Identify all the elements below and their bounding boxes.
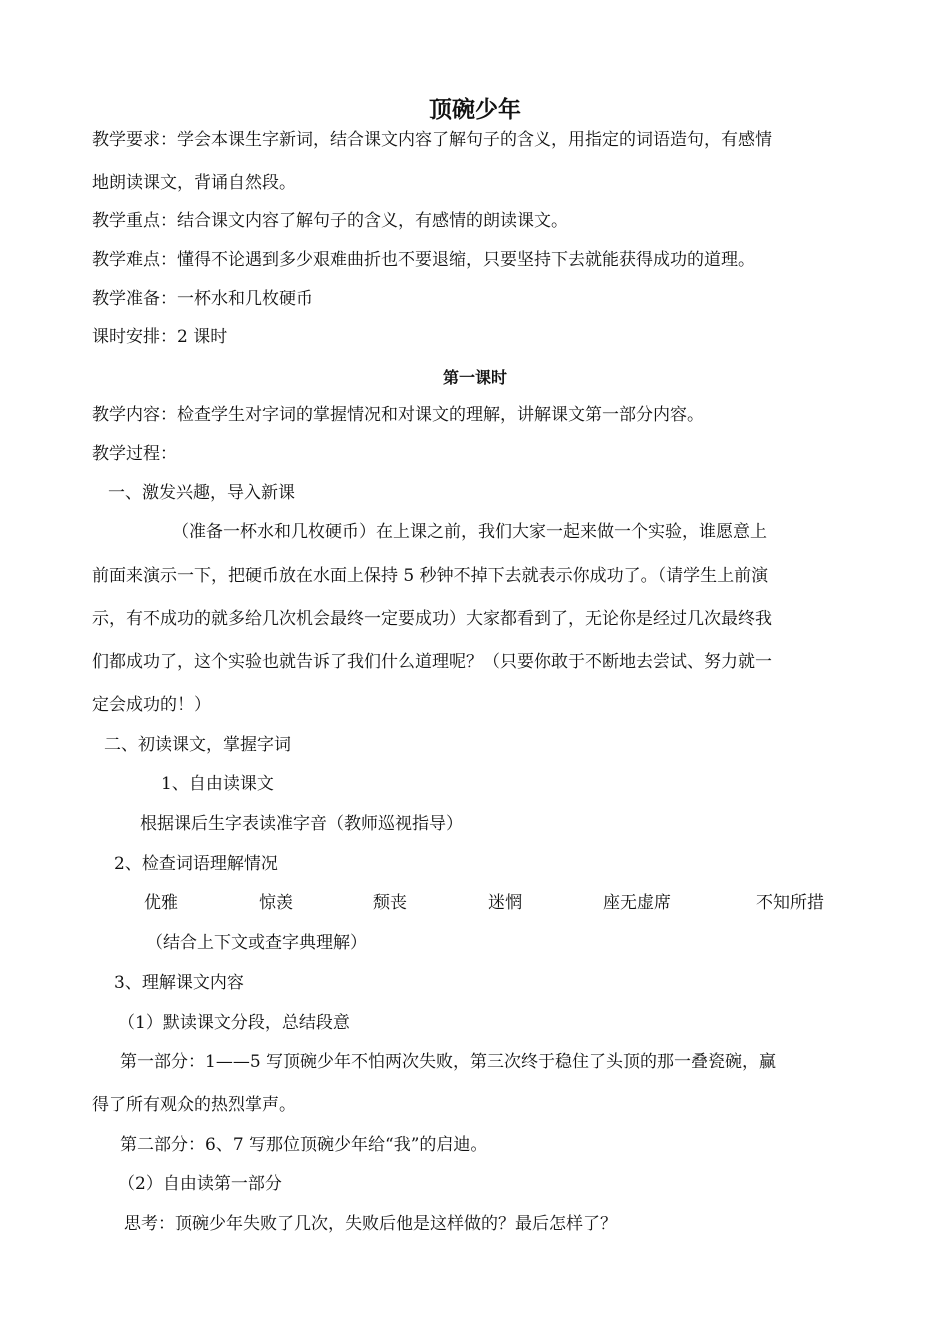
step-1-para-line-1: （准备一杯水和几枚硬币）在上课之前，我们大家一起来做一个实验，谁愿意上 [172,522,767,542]
vocab-note: （结合上下文或查字典理解） [146,933,367,953]
vocab-word: 迷惘 [488,893,522,913]
step-2-heading: 二、初读课文，掌握字词 [104,735,291,755]
key-point: 教学重点：结合课文内容了解句子的含义，有感情的朗读课文。 [92,211,568,231]
requirement-line-1: 教学要求：学会本课生字新词，结合课文内容了解句子的含义，用指定的词语造句，有感情 [92,130,772,150]
step-2-3: 3、理解课文内容 [114,973,244,993]
difficulty: 教学难点：懂得不论遇到多少艰难曲折也不要退缩，只要坚持下去就能获得成功的道理。 [92,250,755,270]
part-2: 第二部分：6、7 写那位顶碗少年给“我”的启迪。 [120,1135,488,1155]
vocab-word: 优雅 [144,893,178,913]
step-2-2: 2、检查词语理解情况 [114,854,278,874]
vocab-word: 惊羡 [259,893,293,913]
step-1-para-line-3: 示，有不成功的就多给几次机会最终一定要成功）大家都看到了，无论你是经过几次最终我 [92,609,772,629]
part-1-line-2: 得了所有观众的热烈掌声。 [92,1095,296,1115]
vocab-word: 颓丧 [373,893,407,913]
preparation: 教学准备：一杯水和几枚硬币 [92,289,313,309]
think-question: 思考：顶碗少年失败了几次，失败后他是这样做的？最后怎样了？ [124,1214,617,1234]
document-title: 顶碗少年 [429,97,521,123]
sub-item-1: （1）默读课文分段，总结段意 [118,1013,350,1033]
step-2-1: 1、自由读课文 [161,774,274,794]
step-1-para-line-5: 定会成功的！） [92,695,211,715]
part-1-line-1: 第一部分：1——5 写顶碗少年不怕两次失败，第三次终于稳住了头顶的那一叠瓷碗，赢 [120,1052,777,1072]
step-2-1-note: 根据课后生字表读准字音（教师巡视指导） [140,814,463,834]
step-1-para-line-2: 前面来演示一下，把硬币放在水面上保持 5 秒钟不掉下去就表示你成功了。（请学生上前演 [92,566,769,586]
lesson-heading: 第一课时 [442,368,507,387]
schedule: 课时安排：2 课时 [92,327,228,347]
step-1-para-line-4: 们都成功了，这个实验也就告诉了我们什么道理呢？（只要你敢于不断地去尝试、努力就一 [92,652,772,672]
vocab-word: 座无虚席 [603,893,671,913]
lesson-content: 教学内容：检查学生对字词的掌握情况和对课文的理解，讲解课文第一部分内容。 [92,405,704,425]
step-1-heading: 一、激发兴趣，导入新课 [108,483,295,503]
lesson-process: 教学过程： [92,444,177,464]
sub-item-2: （2）自由读第一部分 [118,1174,282,1194]
vocab-word: 不知所措 [756,893,824,913]
requirement-line-2: 地朗读课文，背诵自然段。 [92,173,296,193]
